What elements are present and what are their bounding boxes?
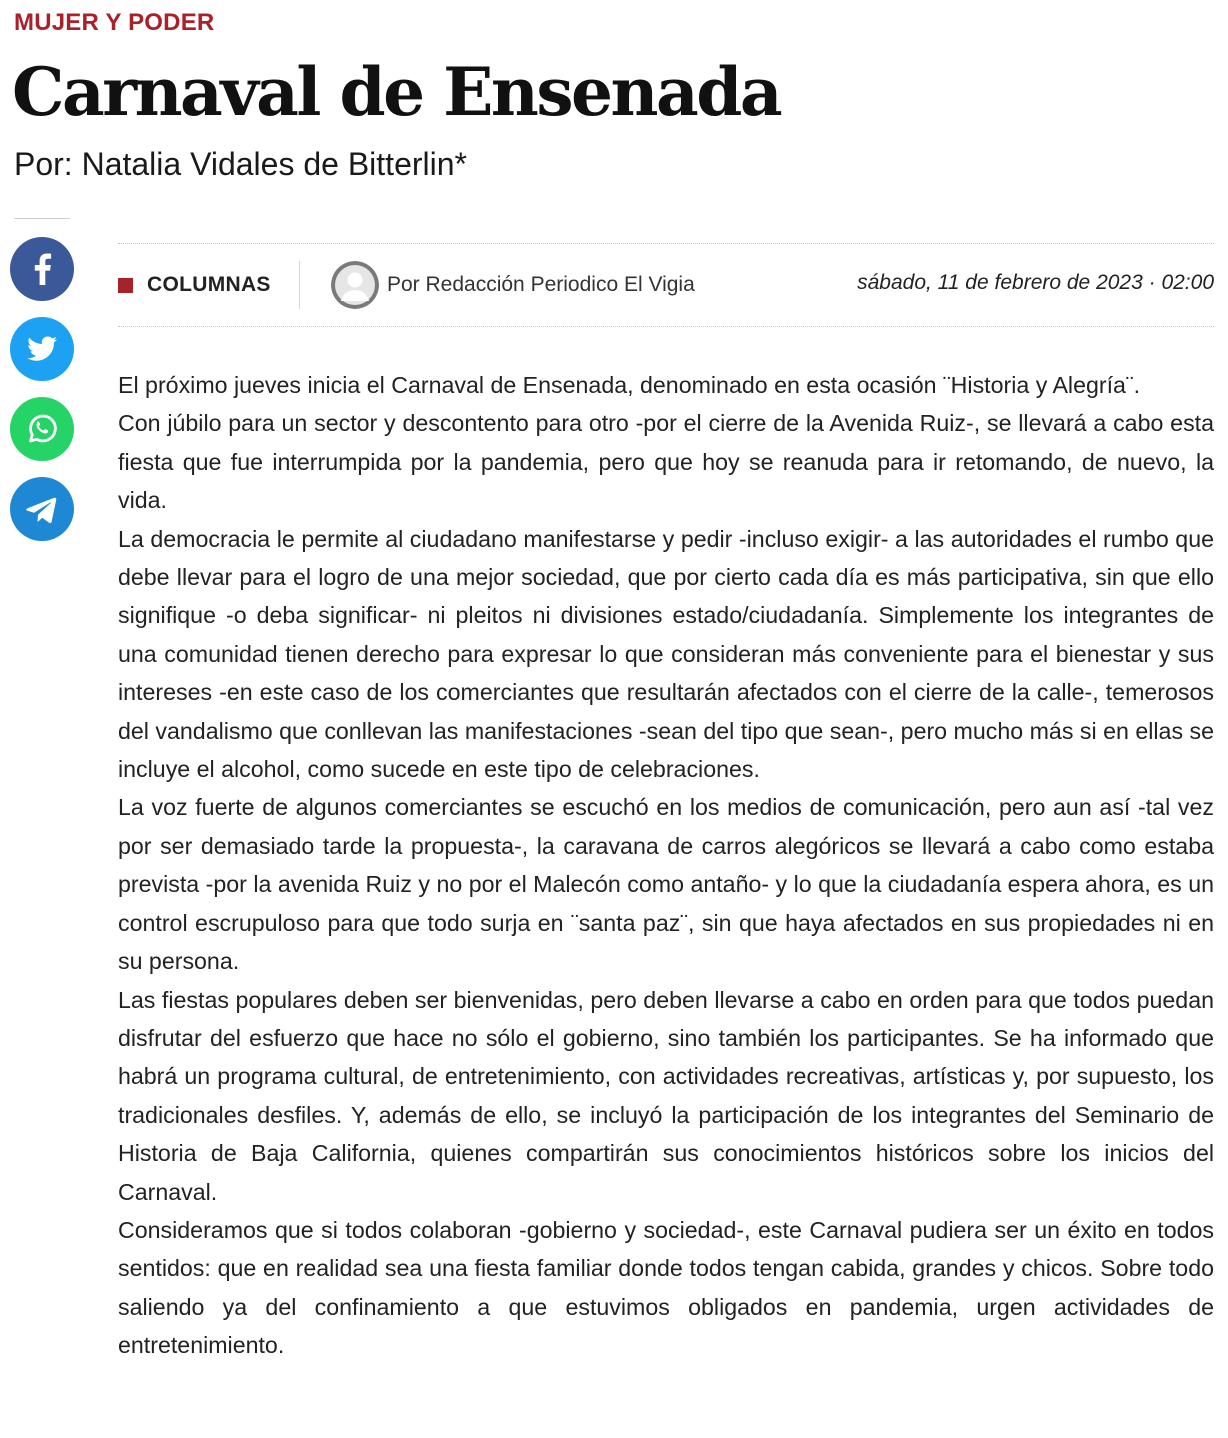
article-meta-bar (118, 243, 1214, 327)
share-bar (10, 237, 74, 557)
publish-date: sábado, 11 de febrero de 2023 · 02:00 (857, 271, 1214, 294)
category-label: COLUMNAS (147, 273, 271, 296)
article-paragraph: Con júbilo para un sector y descontento para otro -por el cierre de la Avenida Ruiz-, se llevará a cabo esta fiesta que fue interrumpida por la pandemia, pero que hoy se reanuda para ir retomando, de nuevo, la vida. (118, 410, 1214, 514)
category-marker (118, 278, 133, 293)
article-paragraph: Las fiestas populares deben ser bienvenidas, pero deben llevarse a cabo en orden para que todos puedan disfrutar del esfuerzo que hace no sólo el gobierno, sino también los participantes. Se ha informado que habrá un programa cultural, de entretenimiento, con actividades recreativas, artísticas y, por supuesto, los tradicionales desfiles. Y, además de ello, se incluyó la participación de los integrantes del Seminario de Historia de Baja California, quienes compartirán sus conocimientos históricos sobre los inicios del Carnaval. (118, 986, 1214, 1205)
telegram-icon (10, 477, 74, 541)
article-paragraph: La voz fuerte de algunos comerciantes se escuchó en los medios de comunicación, pero aun así -tal vez por ser demasiado tarde la propuesta-, la caravana de carros alegóricos se llevará a cabo como estaba prevista -por la avenida Ruiz y no por el Malecón como antaño- y lo que la ciudadanía espera ahora, es un control escrupuloso para que todo surja en ¨santa paz¨, sin que haya afectados en sus propiedades ni en su persona. (118, 794, 1214, 975)
facebook-share-button[interactable] (10, 237, 74, 301)
article-paragraph: La democracia le permite al ciudadano manifestarse y pedir -incluso exigir- a las autoridades el rumbo que debe llevar para el logro de una mejor sociedad, que por cierto cada día es más participativa, sin que ello signifique -o deba significar- ni pleitos ni divisiones estado/ciudadanía. Simplemente los integrantes de una comunidad tienen derecho para expresar lo que consideran más conveniente para el bienestar y sus intereses -en este caso de los comerciantes que resultarán afectados con el cierre de la calle-, temerosos del vandalismo que conllevan las manifestaciones -sean del tipo que sean-, pero mucho más si en ellas se incluye el alcohol, como sucede en este tipo de celebraciones. (118, 525, 1214, 783)
article-body (118, 366, 1214, 1365)
telegram-share-button[interactable] (10, 477, 74, 541)
article-paragraph: Consideramos que si todos colaboran -gobierno y sociedad-, este Carnaval pudiera ser un éxito en todos sentidos: que en realidad sea una fiesta familiar donde todos tengan cabida, grandes y chicos. Sobre todo saliendo ya del confinamiento a que estuvimos obligados en pandemia, urgen actividades de entretenimiento. (118, 1216, 1214, 1359)
article-headline: Carnaval de Ensenada (12, 53, 781, 131)
author-name: Por Redacción Periodico El Vigia (387, 273, 695, 296)
article-paragraph: El próximo jueves inicia el Carnaval de Ensenada, denominado en esta ocasión ¨Historia y Alegría¨. (118, 372, 1141, 398)
share-divider (14, 218, 70, 219)
facebook-icon (10, 237, 74, 301)
whatsapp-share-button[interactable] (10, 397, 74, 461)
article-subtitle: Por: Natalia Vidales de Bitterlin* (14, 146, 467, 182)
author-info[interactable] (331, 261, 695, 309)
meta-divider (299, 261, 300, 309)
whatsapp-icon (10, 397, 74, 461)
category-tag[interactable] (118, 271, 271, 299)
section-kicker[interactable]: MUJER Y PODER (14, 9, 215, 36)
twitter-share-button[interactable] (10, 317, 74, 381)
twitter-icon (10, 317, 74, 381)
avatar (331, 261, 379, 309)
